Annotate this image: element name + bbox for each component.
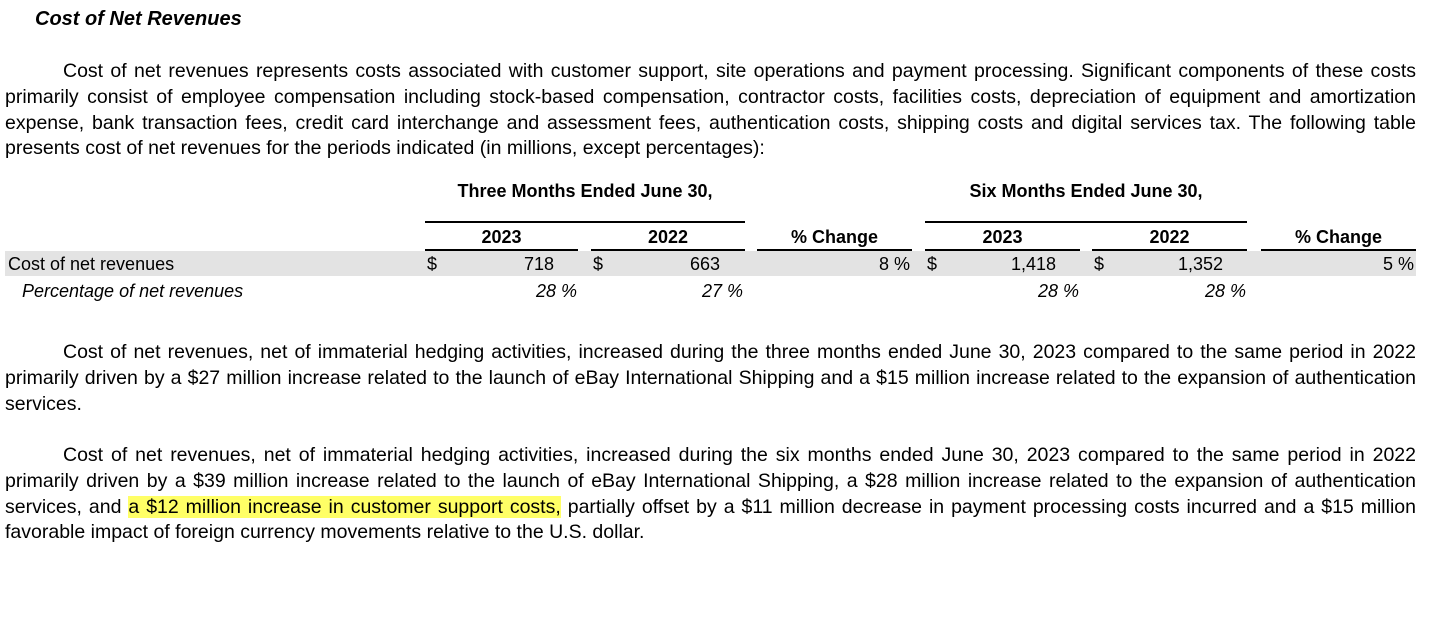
value-three-2023: 718 (523, 254, 554, 274)
col-header-three-change: % Change (790, 227, 878, 247)
value-three-2022: 663 (689, 254, 720, 274)
currency-symbol: $ (593, 254, 604, 274)
group-header-six-months: Six Months Ended June 30, (969, 181, 1203, 201)
group-rule-three (425, 221, 745, 223)
col-header-six-2022: 2022 (1149, 227, 1190, 247)
col-header-three-2023: 2023 (481, 227, 522, 247)
value-six-change: 5 % (1382, 254, 1414, 274)
col-header-six-change: % Change (1294, 227, 1382, 247)
row-label-cost: Cost of net revenues (8, 254, 175, 274)
col-header-three-2022: 2022 (647, 227, 689, 247)
six-month-text-start: Cost of net revenues, net of immaterial hedging activities, increased during the six months ended June 30, 2023 compared to the same period in 2022 primarily driven by a $39 million increase related to the launch of eBay International Shipping, a $28 million increase related to the expansion of authentication services, and (5, 444, 1416, 518)
pct-six-2023: 28 % (1037, 281, 1079, 301)
six-month-paragraph (5, 443, 1416, 546)
pct-six-2022: 28 % (1204, 281, 1246, 301)
group-rule-six (925, 221, 1247, 223)
three-month-paragraph: Cost of net revenues, net of immaterial hedging activities, increased during the three months ended June 30, 2023 compared to the same period in 2022 primarily driven by a $27 million increase related to the launch of eBay International Shipping and a $15 million increase related to the expansion of authentication services. (5, 341, 1416, 415)
value-six-2022: 1,352 (1177, 254, 1223, 274)
intro-paragraph: Cost of net revenues represents costs associated with customer support, site operations and payment processing. Significant components of these costs primarily consist of employee compensation including stock-based compensation, contractor costs, facilities costs, depreciation of equipment and amortization expense, bank transaction fees, credit card interchange and assessment fees, authentication costs, shipping costs and digital services tax. The following table presents cost of net revenues for the periods indicated (in millions, except percentages): (5, 60, 1416, 160)
value-three-change: 8 % (878, 254, 910, 274)
group-header-three-months: Three Months Ended June 30, (457, 181, 713, 201)
currency-symbol: $ (427, 254, 438, 274)
pct-three-2022: 27 % (701, 281, 743, 301)
currency-symbol: $ (927, 254, 938, 274)
value-six-2023: 1,418 (1010, 254, 1056, 274)
highlighted-text: a $12 million increase in customer support costs, (128, 495, 561, 518)
section-heading: Cost of Net Revenues (35, 8, 242, 30)
six-month-text-end: partially offset by a $11 million decrease in payment processing costs incurred and a $15 million favorable impact of foreign currency movements relative to the U.S. dollar. (5, 495, 1416, 544)
col-header-six-2023: 2023 (982, 227, 1023, 247)
currency-symbol: $ (1094, 254, 1105, 274)
pct-three-2023: 28 % (535, 281, 577, 301)
row-label-percentage: Percentage of net revenues (22, 281, 244, 301)
